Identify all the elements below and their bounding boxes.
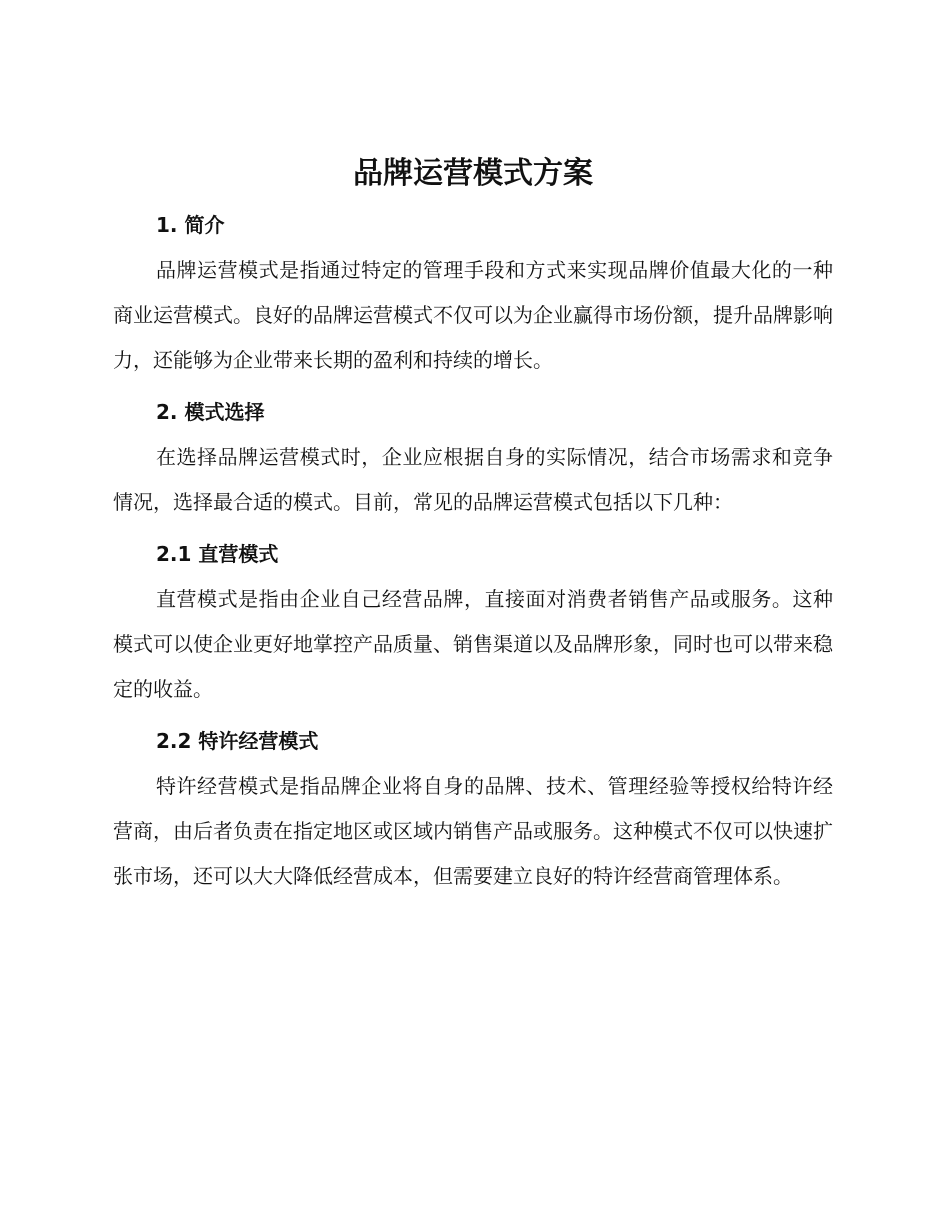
section-paragraph-franchise-mode: 特许经营模式是指品牌企业将自身的品牌、技术、管理经验等授权给特许经营商，由后者负责在指定地区或区域内销售产品或服务。这种模式不仅可以快速扩张市场，还可以大大降低经营成本，但需要建立良好的特许经营商管理体系。 <box>113 774 833 888</box>
document-title: 品牌运营模式方案 <box>353 156 593 191</box>
section-heading-direct-mode: 2.1 直营模式 <box>156 542 279 566</box>
section-heading-intro: 1. 简介 <box>156 213 225 237</box>
section-mode-selection <box>113 397 833 525</box>
section-heading-franchise-mode: 2.2 特许经营模式 <box>156 729 319 753</box>
section-direct-mode <box>113 539 833 712</box>
section-franchise-mode <box>113 726 833 899</box>
section-paragraph-intro: 品牌运营模式是指通过特定的管理手段和方式来实现品牌价值最大化的一种商业运营模式。良好的品牌运营模式不仅可以为企业赢得市场份额，提升品牌影响力，还能够为企业带来长期的盈利和持续的增长。 <box>113 258 833 372</box>
section-paragraph-mode-selection: 在选择品牌运营模式时，企业应根据自身的实际情况，结合市场需求和竞争情况，选择最合适的模式。目前，常见的品牌运营模式包括以下几种： <box>113 445 833 514</box>
section-paragraph-direct-mode: 直营模式是指由企业自己经营品牌，直接面对消费者销售产品或服务。这种模式可以使企业更好地掌控产品质量、销售渠道以及品牌形象，同时也可以带来稳定的收益。 <box>113 587 833 701</box>
section-heading-mode-selection: 2. 模式选择 <box>156 400 265 424</box>
section-intro <box>113 210 833 383</box>
document-page <box>113 150 833 913</box>
